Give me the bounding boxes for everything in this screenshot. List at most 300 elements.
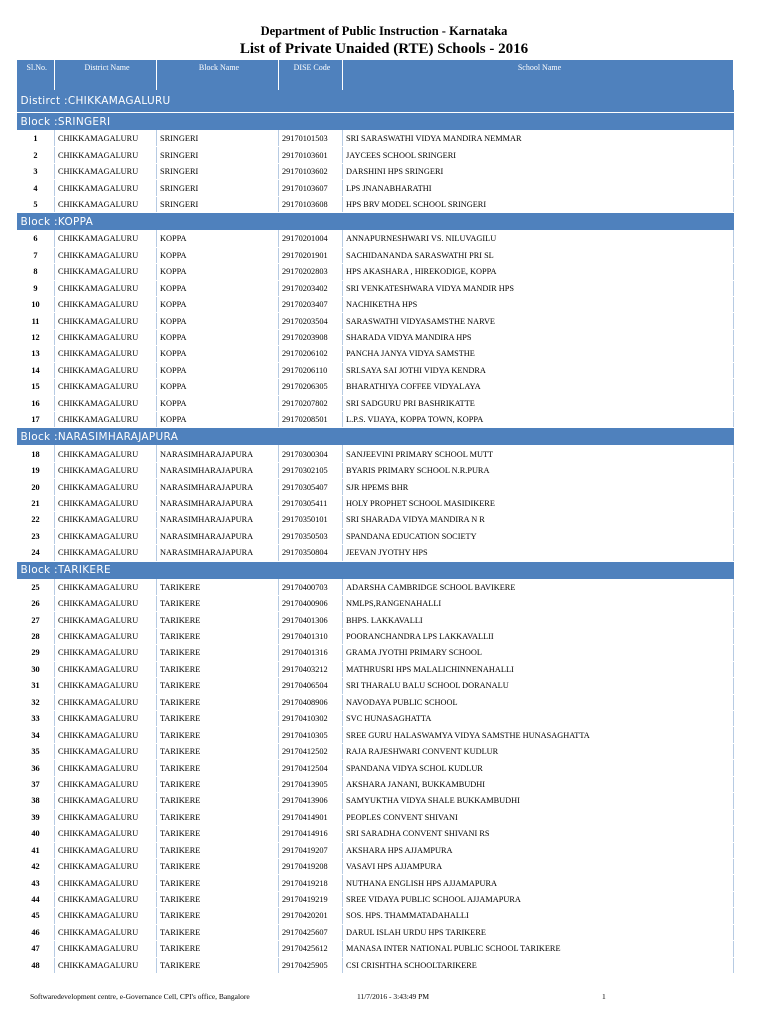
cell-district: CHIKKAMAGALURU — [55, 595, 157, 611]
cell-school-name: HPS AKASHARA , HIREKODIGE, KOPPA — [343, 264, 734, 280]
table-row — [17, 579, 734, 595]
cell-block: NARASIMHARAJAPURA — [157, 495, 279, 511]
cell-slno: 15 — [17, 379, 55, 395]
cell-district: CHIKKAMAGALURU — [55, 379, 157, 395]
cell-district: CHIKKAMAGALURU — [55, 147, 157, 163]
cell-district: CHIKKAMAGALURU — [55, 924, 157, 940]
cell-block: NARASIMHARAJAPURA — [157, 479, 279, 495]
cell-dise-code: 29170410302 — [279, 711, 343, 727]
cell-dise-code: 29170419208 — [279, 858, 343, 874]
table-row — [17, 329, 734, 345]
cell-school-name: CSI CRISHTHA SCHOOLTARIKERE — [343, 957, 734, 973]
cell-dise-code: 29170425607 — [279, 924, 343, 940]
cell-dise-code: 29170103602 — [279, 163, 343, 179]
cell-district: CHIKKAMAGALURU — [55, 678, 157, 694]
cell-school-name: GRAMA JYOTHI PRIMARY SCHOOL — [343, 645, 734, 661]
cell-block: KOPPA — [157, 264, 279, 280]
cell-school-name: AKSHARA JANANI, BUKKAMBUDHI — [343, 776, 734, 792]
block-header-row — [17, 213, 734, 231]
block-label: Block :SRINGERI — [17, 113, 734, 131]
cell-dise-code: 29170425905 — [279, 957, 343, 973]
cell-district: CHIKKAMAGALURU — [55, 908, 157, 924]
cell-block: TARIKERE — [157, 826, 279, 842]
cell-school-name: SRI SARASWATHI VIDYA MANDIRA NEMMAR — [343, 131, 734, 147]
cell-district: CHIKKAMAGALURU — [55, 395, 157, 411]
table-row — [17, 180, 734, 196]
cell-slno: 29 — [17, 645, 55, 661]
cell-dise-code: 29170206102 — [279, 346, 343, 362]
district-label: Distirct :CHIKKAMAGALURU — [17, 90, 734, 113]
cell-dise-code: 29170419207 — [279, 842, 343, 858]
table-row — [17, 957, 734, 973]
cell-slno: 1 — [17, 131, 55, 147]
cell-school-name: NMLPS,RANGENAHALLI — [343, 595, 734, 611]
cell-dise-code: 29170401316 — [279, 645, 343, 661]
cell-slno: 12 — [17, 329, 55, 345]
list-title: List of Private Unaided (RTE) Schools - 2016 — [239, 41, 529, 57]
cell-school-name: ADARSHA CAMBRIDGE SCHOOL BAVIKERE — [343, 579, 734, 595]
block-label: Block :KOPPA — [17, 213, 734, 231]
cell-district: CHIKKAMAGALURU — [55, 628, 157, 644]
table-row — [17, 711, 734, 727]
cell-district: CHIKKAMAGALURU — [55, 612, 157, 628]
table-row — [17, 528, 734, 544]
cell-dise-code: 29170400703 — [279, 579, 343, 595]
cell-dise-code: 29170206305 — [279, 379, 343, 395]
table-row — [17, 776, 734, 792]
table-row — [17, 941, 734, 957]
cell-slno: 26 — [17, 595, 55, 611]
table-row — [17, 247, 734, 263]
cell-dise-code: 29170419219 — [279, 891, 343, 907]
table-row — [17, 362, 734, 378]
cell-dise-code: 29170103601 — [279, 147, 343, 163]
cell-district: CHIKKAMAGALURU — [55, 412, 157, 428]
cell-dise-code: 29170203504 — [279, 313, 343, 329]
cell-block: KOPPA — [157, 379, 279, 395]
table-row — [17, 842, 734, 858]
cell-district: CHIKKAMAGALURU — [55, 264, 157, 280]
cell-district: CHIKKAMAGALURU — [55, 313, 157, 329]
table-row — [17, 296, 734, 312]
table-row — [17, 595, 734, 611]
cell-school-name: PEOPLES CONVENT SHIVANI — [343, 809, 734, 825]
block-header-row — [17, 561, 734, 579]
cell-slno: 36 — [17, 760, 55, 776]
cell-slno: 33 — [17, 711, 55, 727]
cell-dise-code: 29170207802 — [279, 395, 343, 411]
block-header-row — [17, 428, 734, 446]
cell-block: NARASIMHARAJAPURA — [157, 545, 279, 561]
table-row — [17, 545, 734, 561]
cell-district: CHIKKAMAGALURU — [55, 858, 157, 874]
cell-school-name: SARASWATHI VIDYASAMSTHE NARVE — [343, 313, 734, 329]
cell-slno: 43 — [17, 875, 55, 891]
cell-school-name: PANCHA JANYA VIDYA SAMSTHE — [343, 346, 734, 362]
cell-block: TARIKERE — [157, 924, 279, 940]
cell-dise-code: 29170350804 — [279, 545, 343, 561]
cell-school-name: L.P.S. VIJAYA, KOPPA TOWN, KOPPA — [343, 412, 734, 428]
cell-dise-code: 29170101503 — [279, 131, 343, 147]
cell-block: TARIKERE — [157, 809, 279, 825]
cell-school-name: HOLY PROPHET SCHOOL MASIDIKERE — [343, 495, 734, 511]
table-row — [17, 908, 734, 924]
cell-school-name: NACHIKETHA HPS — [343, 296, 734, 312]
block-header-row — [17, 113, 734, 131]
block-label: Block :NARASIMHARAJAPURA — [17, 428, 734, 446]
cell-school-name: JAYCEES SCHOOL SRINGERI — [343, 147, 734, 163]
cell-block: TARIKERE — [157, 858, 279, 874]
table-row — [17, 395, 734, 411]
table-row — [17, 694, 734, 710]
cell-block: TARIKERE — [157, 612, 279, 628]
cell-slno: 47 — [17, 941, 55, 957]
cell-slno: 3 — [17, 163, 55, 179]
cell-block: KOPPA — [157, 346, 279, 362]
cell-block: TARIKERE — [157, 628, 279, 644]
table-row — [17, 280, 734, 296]
cell-slno: 16 — [17, 395, 55, 411]
col-header-block: Block Name — [157, 60, 279, 90]
table-row — [17, 628, 734, 644]
table-row — [17, 379, 734, 395]
cell-slno: 6 — [17, 231, 55, 247]
cell-slno: 25 — [17, 579, 55, 595]
district-row — [17, 90, 734, 113]
cell-slno: 9 — [17, 280, 55, 296]
cell-block: TARIKERE — [157, 595, 279, 611]
cell-slno: 22 — [17, 512, 55, 528]
cell-slno: 4 — [17, 180, 55, 196]
cell-dise-code: 29170206110 — [279, 362, 343, 378]
cell-school-name: LPS JNANABHARATHI — [343, 180, 734, 196]
cell-block: KOPPA — [157, 412, 279, 428]
table-row — [17, 858, 734, 874]
table-row — [17, 479, 734, 495]
cell-district: CHIKKAMAGALURU — [55, 296, 157, 312]
table-row — [17, 678, 734, 694]
cell-school-name: SRI SHARADA VIDYA MANDIRA N R — [343, 512, 734, 528]
cell-district: CHIKKAMAGALURU — [55, 446, 157, 462]
cell-block: TARIKERE — [157, 678, 279, 694]
cell-block: KOPPA — [157, 247, 279, 263]
table-row — [17, 924, 734, 940]
cell-district: CHIKKAMAGALURU — [55, 131, 157, 147]
footer-page-number: 1 — [602, 992, 606, 1001]
cell-block: KOPPA — [157, 280, 279, 296]
cell-school-name: HPS BRV MODEL SCHOOL SRINGERI — [343, 196, 734, 212]
cell-block: SRINGERI — [157, 131, 279, 147]
cell-school-name: NUTHANA ENGLISH HPS AJJAMAPURA — [343, 875, 734, 891]
cell-block: SRINGERI — [157, 147, 279, 163]
cell-dise-code: 29170414916 — [279, 826, 343, 842]
table-row — [17, 809, 734, 825]
cell-dise-code: 29170201004 — [279, 231, 343, 247]
cell-slno: 20 — [17, 479, 55, 495]
cell-slno: 46 — [17, 924, 55, 940]
cell-district: CHIKKAMAGALURU — [55, 545, 157, 561]
cell-dise-code: 29170202803 — [279, 264, 343, 280]
footer-source: Softwaredevelopment centre, e-Governance Cell, CPI's office, Bangalore — [30, 992, 250, 1001]
cell-school-name: SACHIDANANDA SARASWATHI PRI SL — [343, 247, 734, 263]
cell-district: CHIKKAMAGALURU — [55, 743, 157, 759]
table-row — [17, 760, 734, 776]
cell-dise-code: 29170208501 — [279, 412, 343, 428]
cell-school-name: RAJA RAJESHWARI CONVENT KUDLUR — [343, 743, 734, 759]
cell-slno: 37 — [17, 776, 55, 792]
table-row — [17, 645, 734, 661]
cell-school-name: SHARADA VIDYA MANDIRA HPS — [343, 329, 734, 345]
cell-school-name: BYARIS PRIMARY SCHOOL N.R.PURA — [343, 462, 734, 478]
cell-dise-code: 29170201901 — [279, 247, 343, 263]
cell-district: CHIKKAMAGALURU — [55, 842, 157, 858]
col-header-dise: DISE Code — [279, 60, 343, 90]
cell-block: TARIKERE — [157, 793, 279, 809]
table-row — [17, 891, 734, 907]
cell-district: CHIKKAMAGALURU — [55, 280, 157, 296]
cell-district: CHIKKAMAGALURU — [55, 776, 157, 792]
cell-block: NARASIMHARAJAPURA — [157, 528, 279, 544]
cell-district: CHIKKAMAGALURU — [55, 875, 157, 891]
cell-slno: 2 — [17, 147, 55, 163]
cell-block: TARIKERE — [157, 941, 279, 957]
cell-block: TARIKERE — [157, 711, 279, 727]
cell-district: CHIKKAMAGALURU — [55, 941, 157, 957]
cell-block: TARIKERE — [157, 875, 279, 891]
table-row — [17, 231, 734, 247]
cell-slno: 28 — [17, 628, 55, 644]
table-row — [17, 512, 734, 528]
cell-dise-code: 29170413906 — [279, 793, 343, 809]
cell-slno: 34 — [17, 727, 55, 743]
cell-district: CHIKKAMAGALURU — [55, 479, 157, 495]
cell-district: CHIKKAMAGALURU — [55, 196, 157, 212]
table-row — [17, 412, 734, 428]
cell-slno: 13 — [17, 346, 55, 362]
cell-district: CHIKKAMAGALURU — [55, 346, 157, 362]
cell-slno: 31 — [17, 678, 55, 694]
cell-school-name: SOS. HPS. THAMMATADAHALLI — [343, 908, 734, 924]
cell-school-name: SJR HPEMS BHR — [343, 479, 734, 495]
cell-school-name: SVC HUNASAGHATTA — [343, 711, 734, 727]
table-row — [17, 446, 734, 462]
cell-district: CHIKKAMAGALURU — [55, 462, 157, 478]
cell-dise-code: 29170406504 — [279, 678, 343, 694]
cell-district: CHIKKAMAGALURU — [55, 528, 157, 544]
cell-block: TARIKERE — [157, 760, 279, 776]
cell-district: CHIKKAMAGALURU — [55, 163, 157, 179]
cell-slno: 41 — [17, 842, 55, 858]
cell-school-name: SRI SADGURU PRI BASHRIKATTE — [343, 395, 734, 411]
cell-slno: 24 — [17, 545, 55, 561]
cell-school-name: ANNAPURNESHWARI VS. NILUVAGILU — [343, 231, 734, 247]
table-row — [17, 264, 734, 280]
cell-dise-code: 29170401306 — [279, 612, 343, 628]
cell-district: CHIKKAMAGALURU — [55, 180, 157, 196]
cell-slno: 19 — [17, 462, 55, 478]
table-row — [17, 875, 734, 891]
cell-school-name: SPANDANA EDUCATION SOCIETY — [343, 528, 734, 544]
cell-dise-code: 29170401310 — [279, 628, 343, 644]
cell-slno: 27 — [17, 612, 55, 628]
cell-dise-code: 29170203402 — [279, 280, 343, 296]
cell-district: CHIKKAMAGALURU — [55, 694, 157, 710]
cell-slno: 45 — [17, 908, 55, 924]
cell-slno: 32 — [17, 694, 55, 710]
cell-dise-code: 29170425612 — [279, 941, 343, 957]
cell-block: TARIKERE — [157, 842, 279, 858]
cell-slno: 5 — [17, 196, 55, 212]
cell-block: TARIKERE — [157, 645, 279, 661]
cell-district: CHIKKAMAGALURU — [55, 826, 157, 842]
cell-dise-code: 29170350101 — [279, 512, 343, 528]
cell-dise-code: 29170412504 — [279, 760, 343, 776]
cell-school-name: BHARATHIYA COFFEE VIDYALAYA — [343, 379, 734, 395]
cell-district: CHIKKAMAGALURU — [55, 891, 157, 907]
cell-school-name: MATHRUSRI HPS MALALICHINNENAHALLI — [343, 661, 734, 677]
cell-school-name: NAVODAYA PUBLIC SCHOOL — [343, 694, 734, 710]
cell-district: CHIKKAMAGALURU — [55, 512, 157, 528]
table-row — [17, 727, 734, 743]
cell-school-name: SRI THARALU BALU SCHOOL DORANALU — [343, 678, 734, 694]
cell-slno: 48 — [17, 957, 55, 973]
cell-block: KOPPA — [157, 329, 279, 345]
cell-district: CHIKKAMAGALURU — [55, 727, 157, 743]
cell-district: CHIKKAMAGALURU — [55, 645, 157, 661]
cell-school-name: JEEVAN JYOTHY HPS — [343, 545, 734, 561]
cell-block: KOPPA — [157, 296, 279, 312]
cell-block: TARIKERE — [157, 743, 279, 759]
cell-school-name: SPANDANA VIDYA SCHOL KUDLUR — [343, 760, 734, 776]
cell-district: CHIKKAMAGALURU — [55, 711, 157, 727]
cell-slno: 11 — [17, 313, 55, 329]
cell-block: TARIKERE — [157, 727, 279, 743]
cell-district: CHIKKAMAGALURU — [55, 495, 157, 511]
cell-dise-code: 29170103607 — [279, 180, 343, 196]
cell-school-name: SRI.SAYA SAI JOTHI VIDYA KENDRA — [343, 362, 734, 378]
cell-dise-code: 29170419218 — [279, 875, 343, 891]
cell-block: SRINGERI — [157, 180, 279, 196]
table-row — [17, 826, 734, 842]
cell-slno: 23 — [17, 528, 55, 544]
cell-slno: 42 — [17, 858, 55, 874]
cell-block: NARASIMHARAJAPURA — [157, 512, 279, 528]
block-label: Block :TARIKERE — [17, 561, 734, 579]
cell-slno: 35 — [17, 743, 55, 759]
table-row — [17, 346, 734, 362]
cell-district: CHIKKAMAGALURU — [55, 809, 157, 825]
cell-slno: 40 — [17, 826, 55, 842]
cell-block: NARASIMHARAJAPURA — [157, 462, 279, 478]
cell-dise-code: 29170410305 — [279, 727, 343, 743]
cell-district: CHIKKAMAGALURU — [55, 760, 157, 776]
cell-block: TARIKERE — [157, 957, 279, 973]
table-row — [17, 163, 734, 179]
cell-dise-code: 29170408906 — [279, 694, 343, 710]
cell-block: NARASIMHARAJAPURA — [157, 446, 279, 462]
table-row — [17, 131, 734, 147]
cell-block: SRINGERI — [157, 196, 279, 212]
schools-table — [16, 60, 734, 974]
cell-dise-code: 29170305407 — [279, 479, 343, 495]
cell-slno: 10 — [17, 296, 55, 312]
department-title: Department of Public Instruction - Karnataka — [260, 24, 508, 38]
cell-slno: 39 — [17, 809, 55, 825]
cell-school-name: SREE GURU HALASWAMYA VIDYA SAMSTHE HUNASAGHATTA — [343, 727, 734, 743]
cell-dise-code: 29170103608 — [279, 196, 343, 212]
cell-block: KOPPA — [157, 395, 279, 411]
table-row — [17, 793, 734, 809]
cell-block: TARIKERE — [157, 579, 279, 595]
footer-timestamp: 11/7/2016 - 3:43:49 PM — [357, 992, 430, 1001]
cell-block: TARIKERE — [157, 908, 279, 924]
table-row — [17, 147, 734, 163]
cell-school-name: SREE VIDAYA PUBLIC SCHOOL AJJAMAPURA — [343, 891, 734, 907]
cell-district: CHIKKAMAGALURU — [55, 661, 157, 677]
cell-block: TARIKERE — [157, 661, 279, 677]
cell-dise-code: 29170203908 — [279, 329, 343, 345]
cell-slno: 17 — [17, 412, 55, 428]
cell-district: CHIKKAMAGALURU — [55, 957, 157, 973]
cell-slno: 18 — [17, 446, 55, 462]
cell-block: KOPPA — [157, 313, 279, 329]
cell-slno: 14 — [17, 362, 55, 378]
table-row — [17, 462, 734, 478]
cell-dise-code: 29170400906 — [279, 595, 343, 611]
cell-district: CHIKKAMAGALURU — [55, 231, 157, 247]
cell-dise-code: 29170412502 — [279, 743, 343, 759]
cell-district: CHIKKAMAGALURU — [55, 579, 157, 595]
cell-block: TARIKERE — [157, 891, 279, 907]
cell-school-name: SRI SARADHA CONVENT SHIVANI RS — [343, 826, 734, 842]
cell-block: SRINGERI — [157, 163, 279, 179]
cell-slno: 44 — [17, 891, 55, 907]
cell-slno: 30 — [17, 661, 55, 677]
cell-dise-code: 29170302105 — [279, 462, 343, 478]
cell-dise-code: 29170413905 — [279, 776, 343, 792]
cell-school-name: SRI VENKATESHWARA VIDYA MANDIR HPS — [343, 280, 734, 296]
cell-school-name: BHPS. LAKKAVALLI — [343, 612, 734, 628]
cell-block: TARIKERE — [157, 776, 279, 792]
cell-school-name: SANJEEVINI PRIMARY SCHOOL MUTT — [343, 446, 734, 462]
cell-school-name: AKSHARA HPS AJJAMPURA — [343, 842, 734, 858]
table-row — [17, 495, 734, 511]
cell-school-name: VASAVI HPS AJJAMPURA — [343, 858, 734, 874]
cell-dise-code: 29170350503 — [279, 528, 343, 544]
cell-block: KOPPA — [157, 362, 279, 378]
cell-dise-code: 29170414901 — [279, 809, 343, 825]
cell-slno: 21 — [17, 495, 55, 511]
table-row — [17, 743, 734, 759]
cell-school-name: SAMYUKTHA VIDYA SHALE BUKKAMBUDHI — [343, 793, 734, 809]
cell-district: CHIKKAMAGALURU — [55, 362, 157, 378]
cell-dise-code: 29170300304 — [279, 446, 343, 462]
cell-dise-code: 29170203407 — [279, 296, 343, 312]
table-header-row — [17, 60, 734, 90]
cell-district: CHIKKAMAGALURU — [55, 793, 157, 809]
table-row — [17, 313, 734, 329]
cell-district: CHIKKAMAGALURU — [55, 329, 157, 345]
cell-dise-code: 29170403212 — [279, 661, 343, 677]
table-row — [17, 612, 734, 628]
table-row — [17, 196, 734, 212]
table-row — [17, 661, 734, 677]
cell-school-name: DARSHINI HPS SRINGERI — [343, 163, 734, 179]
cell-dise-code: 29170420201 — [279, 908, 343, 924]
cell-slno: 7 — [17, 247, 55, 263]
table-body — [17, 90, 734, 974]
col-header-district: District Name — [55, 60, 157, 90]
